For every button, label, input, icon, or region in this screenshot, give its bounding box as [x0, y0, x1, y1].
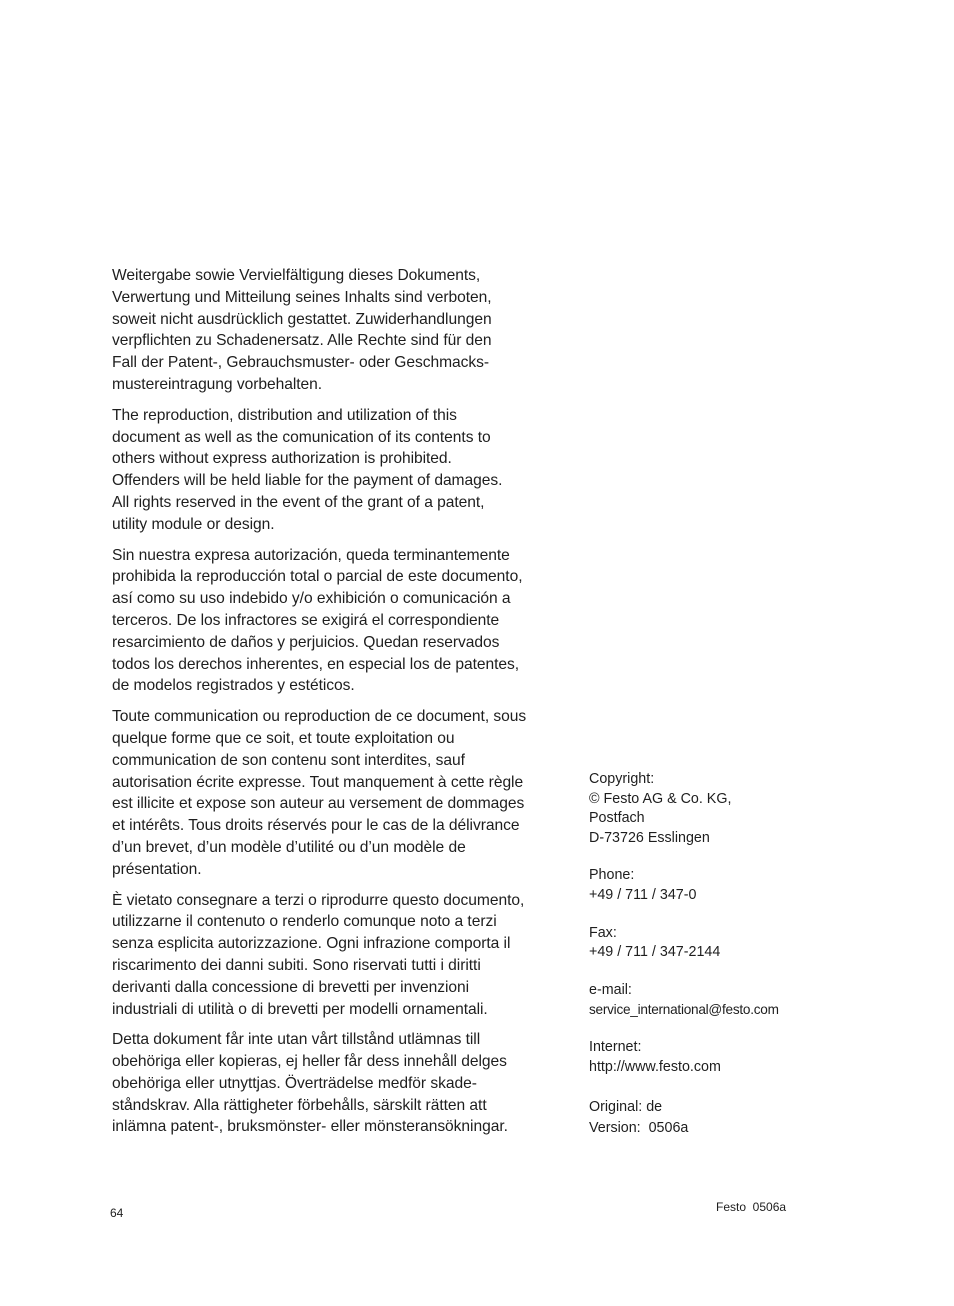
fax-block	[589, 924, 829, 963]
text-line: verpflichten zu Schadenersatz. Alle Rechte sind für den	[112, 332, 492, 350]
text-line: obehöriga eller kopieras, ej heller får dess innehåll delges	[112, 1053, 507, 1071]
fax-label: Fax:	[589, 924, 617, 941]
text-line: Offenders will be held liable for the payment of damages.	[112, 472, 503, 490]
fax-number: +49 / 711 / 347-2144	[589, 944, 721, 961]
legal-notice-german	[112, 265, 564, 396]
text-line: utilizzarne il contenuto o renderlo comunque noto a terzi	[112, 913, 497, 931]
text-line: d’un brevet, d’un modèle d’utilité ou d’un modèle de	[112, 838, 466, 856]
text-line: Fall der Patent-, Gebrauchsmuster- oder Geschmacks-	[112, 354, 490, 372]
legal-notice-spanish	[112, 545, 564, 698]
page-number: 64	[110, 1206, 124, 1220]
text-line: riscarimento dei danni subiti. Sono riservati tutti i diritti	[112, 956, 481, 974]
text-line: todos los derechos inherentes, en especial los de patentes,	[112, 655, 520, 673]
email-block	[589, 981, 829, 1020]
text-line: obehöriga eller utnyttjas. Överträdelse medför skade-	[112, 1074, 477, 1092]
legal-notice-swedish	[112, 1029, 564, 1138]
email-address: service_international@festo.com	[589, 1002, 779, 1018]
text-line: quelque forme que ce soit, et toute exploitation ou	[112, 729, 455, 747]
text-line: mustereintragung vorbehalten.	[112, 375, 323, 393]
text-line: Sin nuestra expresa autorización, queda terminantemente	[112, 546, 510, 564]
text-line: prohibida la reproducción total o parcial de este documento,	[112, 568, 523, 586]
text-line: ståndskrav. Alla rättigheter förbehålls, särskilt rätten att	[112, 1096, 487, 1114]
text-line: È vietato consegnare a terzi o riprodurre questo documento,	[112, 891, 525, 909]
city-address: D-73726 Esslingen	[589, 829, 710, 846]
text-line: soweit nicht ausdrücklich gestattet. Zuwiderhandlungen	[112, 310, 492, 328]
text-line: derivanti dalla concessione di brevetti per invenzioni	[112, 978, 470, 996]
text-line: así como su uso indebido y/o exhibición o comunicación a	[112, 590, 511, 608]
legal-notice-french	[112, 706, 564, 880]
text-line: et intérêts. Tous droits réservés pour le cas de la délivrance	[112, 817, 520, 835]
text-line: Detta dokument får inte utan vårt tillstånd utlämnas till	[112, 1031, 481, 1049]
text-line: inlämna patent-, bruksmönster- eller mönsteransökningar.	[112, 1118, 508, 1136]
copyright-block	[589, 770, 829, 848]
internet-block	[589, 1038, 829, 1077]
footer-brand-version: Festo 0506a	[716, 1200, 787, 1214]
text-line: The reproduction, distribution and utilization of this	[112, 406, 457, 424]
text-line: senza esplicita autorizzazione. Ogni infrazione comporta il	[112, 935, 511, 953]
phone-number: +49 / 711 / 347-0	[589, 886, 697, 903]
text-line: de modelos registrados y estéticos.	[112, 677, 355, 695]
text-line: Verwertung und Mitteilung seines Inhalts sind verboten,	[112, 288, 492, 306]
website-url: http://www.festo.com	[589, 1058, 721, 1075]
text-line: présentation.	[112, 860, 202, 878]
postfach: Postfach	[589, 810, 645, 827]
text-line: All rights reserved in the event of the grant of a patent,	[112, 493, 485, 511]
copyright-label: Copyright:	[589, 771, 655, 787]
text-line: terceros. De los infractores se exigirá el correspondiente	[112, 611, 500, 629]
original-language: Original: de	[589, 1099, 663, 1116]
text-line: est illicite et expose son auteur au versement de dommages	[112, 795, 525, 813]
email-label: e-mail:	[589, 981, 632, 998]
phone-label: Phone:	[589, 867, 635, 884]
contact-info-column	[589, 770, 829, 1139]
text-line: Weitergabe sowie Vervielfältigung dieses Dokuments,	[112, 267, 481, 284]
document-version: Version: 0506a	[589, 1120, 689, 1137]
document-version-block	[589, 1097, 829, 1139]
text-line: others without express authorization is prohibited.	[112, 450, 452, 468]
text-line: utility module or design.	[112, 515, 275, 533]
legal-notice-italian	[112, 890, 564, 1021]
internet-label: Internet:	[589, 1038, 642, 1055]
text-line: autorisation écrite expresse. Tout manquement à cette règle	[112, 773, 524, 791]
text-line: industriali di utilità o di brevetti per modelli ornamentali.	[112, 1000, 488, 1018]
phone-block	[589, 866, 829, 905]
legal-notice-column	[112, 265, 564, 1147]
legal-notice-english	[112, 405, 564, 536]
text-line: resarcimiento de daños y perjuicios. Quedan reservados	[112, 633, 500, 651]
company-name: © Festo AG & Co. KG,	[589, 790, 732, 807]
text-line: Toute communication ou reproduction de ce document, sous	[112, 708, 527, 726]
text-line: communication de son contenu sont interdites, sauf	[112, 751, 465, 769]
text-line: document as well as the comunication of its contents to	[112, 428, 491, 446]
